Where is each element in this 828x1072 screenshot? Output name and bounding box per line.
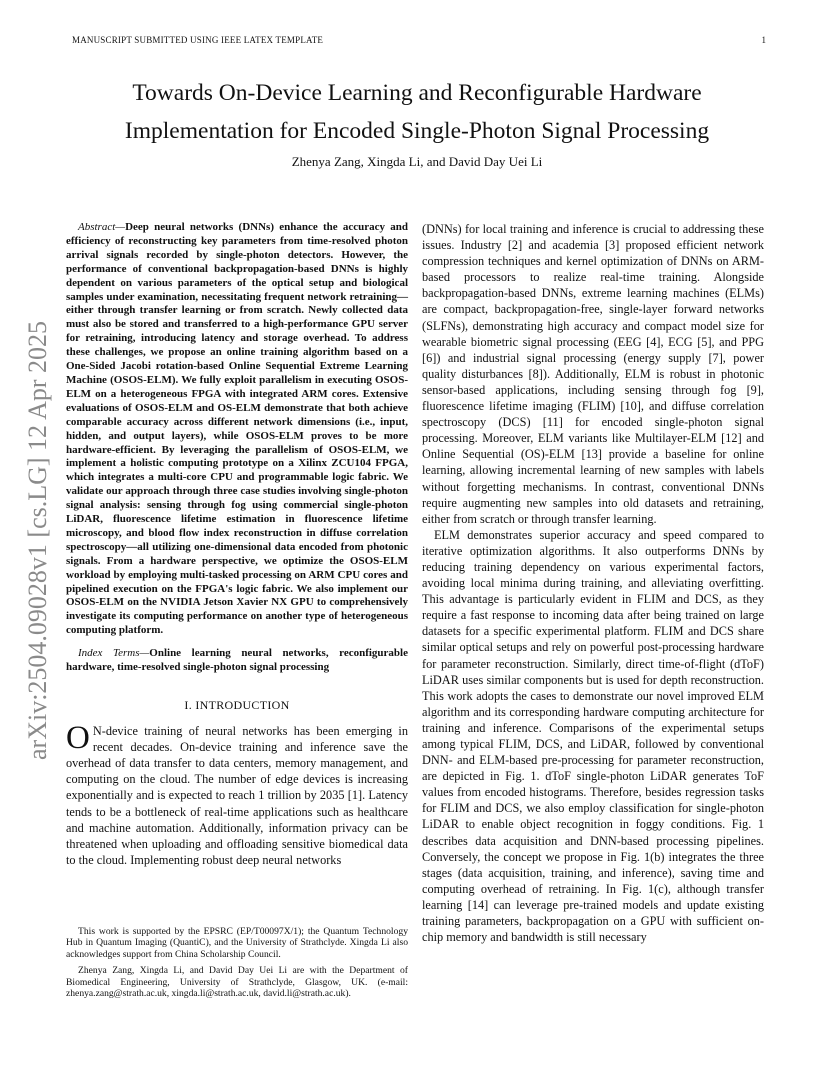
index-terms	[66, 647, 408, 675]
index-terms-lead: Index Terms—	[78, 647, 150, 660]
section-heading: I. INTRODUCTION	[184, 698, 290, 712]
right-column	[422, 221, 764, 945]
body-paragraph: ELM demonstrates superior accuracy and speed compared to iterative optimization algorithms. It also outperforms DNNs by reducing training dependency on various experimental factors, avoiding local minima during training, and alleviating overfitting. This advantage is particularly evident in FLIM and DCS, as they require a fast response to incoming data after being trained on large datasets for a specific experimental platform. FLIM and DCS share similar optical setups and rely on powerful post-processing hardware for parameter reconstruction. Similarly, direct time-of-flight (dToF) LiDAR uses similar components but is used for depth reconstruction. This work adopts the cases to demonstrate our novel improved ELM algorithm and its corresponding hardware computing architecture for training and inference. Comparisons of the experimental setups among typical FLIM, DCS, and LiDAR, followed by conventional DNN- and ELM-based pre-processing for parameter reconstruction, are depicted in Fig. 1. dToF single-photon LiDAR generates ToF values from encoded histograms. Therefore, besides regression tasks for FLIM and DCS, we also employ classification for single-photon LiDAR to enable object recognition in foggy conditions. Fig. 1 describes data acquisition and DNN-based processing pipelines. Conversely, the concept we propose in Fig. 1(b) integrates the three stages (data acquisition, training, and inference), saving time and computing overhead of retraining. In Fig. 1(c), although transfer learning [14] can leverage pre-trained models and update existing training parameters, backpropagation on a GPU with sufficient on-chip memory and bandwidth is still necessary	[422, 527, 764, 945]
abstract-lead: Abstract—	[78, 221, 126, 233]
arxiv-side-stamp: arXiv:2504.09028v1 [cs.LG] 12 Apr 2025	[23, 320, 52, 760]
body-paragraph: (DNNs) for local training and inference is crucial to addressing these issues. Industry [2] and academia [3] proposed efficient network compression techniques and kernel optimization of DNNs on ARM-based processors to realize real-time training. Alongside backpropagation-based DNNs, extreme learning machines (ELMs) are compact, backpropagation-free, single-layer forward networks (SLFNs), demonstrating high accuracy and compact model size for wearable biometric signal processing (EEG [4], ECG [5], and PPG [6]) and industrial signal processing (energy supply [7], power quality disturbances [8]). Additionally, ELM is robust in photonic sensor-based applications, including sensing through fog [9], fluorescence lifetime imaging (FLIM) [10], and diffuse correlation spectroscopy (DCS) [11] for encoded single-photon signal processing. Moreover, ELM variants like Multilayer-ELM [12] and Online Sequential (OS)-ELM [13] provide a baseline for online learning, allowing incremental learning of new samples with labels without forgetting mechanisms. In contrast, conventional DNNs require augmenting new samples into old datasets and retraining, either from scratch or through transfer learning.	[422, 222, 764, 526]
abstract-text: Deep neural networks (DNNs) enhance the accuracy and efficiency of reconstructing key parameters from time-resolved photon arrival signals recorded by single-photon detectors. However, the performance of conventional backpropagation-based DNNs is highly dependent on various parameters of the optical setup and biological samples under examination, necessitating frequent network retraining—either through transfer learning or from scratch. Newly collected data must also be stored and transferred to a high-performance GPU server for retraining, introducing latency and storage overhead. To address these challenges, we propose an online training algorithm based on a One-Sided Jacobi rotation-based Online Sequential Extreme Learning Machine (OSOS-ELM). We fully exploit parallelism in executing OSOS-ELM on a heterogeneous FPGA with integrated ARM cores. Extensive evaluations of OSOS-ELM and OS-ELM demonstrate that both achieve comparable accuracy across different network dimensions (i.e., input, hidden, and output layers), while OSOS-ELM proves to be more hardware-efficient. By leveraging the parallelism of OSOS-ELM, we implement a holistic computing prototype on a Xilinx ZCU104 FPGA, which integrates a multi-core CPU and programmable logic fabric. We validate our approach through three case studies involving single-photon signal analysis: sensing through fog using commercial single-photon LiDAR, fluorescence lifetime estimation in fluorescence lifetime microscopy, and blood flow index reconstruction in diffuse correlation spectroscopy—all utilizing one-dimensional data encoded from photonic signals. From a hardware perspective, we optimize the OSOS-ELM workload by employing multi-tasked processing on ARM CPU cores and pipelined execution on the FPGA's logic fabric. We also implement our OSOS-ELM on the NVIDIA Jetson Xavier NX GPU to comprehensively investigate its computing performance on another type of heterogeneous computing platform.	[66, 221, 408, 637]
author-list: Zhenya Zang, Xingda Li, and David Day Uei Li	[291, 154, 543, 169]
footnote-affiliation: Zhenya Zang, Xingda Li, and David Day Uei Li are with the Department of Biomedical Engineering, University of Strathclyde, Glasgow, UK. (e-mail: zhenya.zang@strath.ac.uk, xingda.li@strath.ac.uk, david.li@strath.ac.uk).	[66, 965, 408, 1000]
drop-cap: O	[66, 720, 90, 757]
page-number: 1	[761, 35, 766, 45]
intro-text: N-device training of neural networks has been emerging in recent decades. On-device training and inference save the overhead of data transfer to data centers, memory management, and computing on the cloud. The number of edge devices is increasing exponentially and is expected to reach 1 trillion by 2035 [1]. Latency tends to be a bottleneck of real-time applications such as healthcare and machine automation. Additionally, information privacy can be threatened when uploading and offloading sensitive biomedical data to the cloud. Implementing robust deep neural networks	[66, 724, 408, 867]
intro-paragraph	[66, 720, 408, 868]
running-head: MANUSCRIPT SUBMITTED USING IEEE LATEX TEMPLATE	[72, 35, 324, 45]
left-column	[66, 221, 408, 868]
abstract	[66, 221, 408, 638]
footnote-funding: This work is supported by the EPSRC (EP/T00097X/1); the Quantum Technology Hub in Quantum Imaging (QuantiC), and the University of Strathclyde. Xingda Li also acknowledges support from China Scholarship Council.	[66, 926, 408, 960]
footnotes	[66, 926, 408, 1004]
paper-title: Towards On-Device Learning and Reconfigurable Hardware Implementation for Encoded Single-Photon Signal Processing	[124, 80, 710, 144]
index-terms-text: Online learning neural networks, reconfigurable hardware, time-resolved single-photon signal processing	[66, 647, 408, 674]
